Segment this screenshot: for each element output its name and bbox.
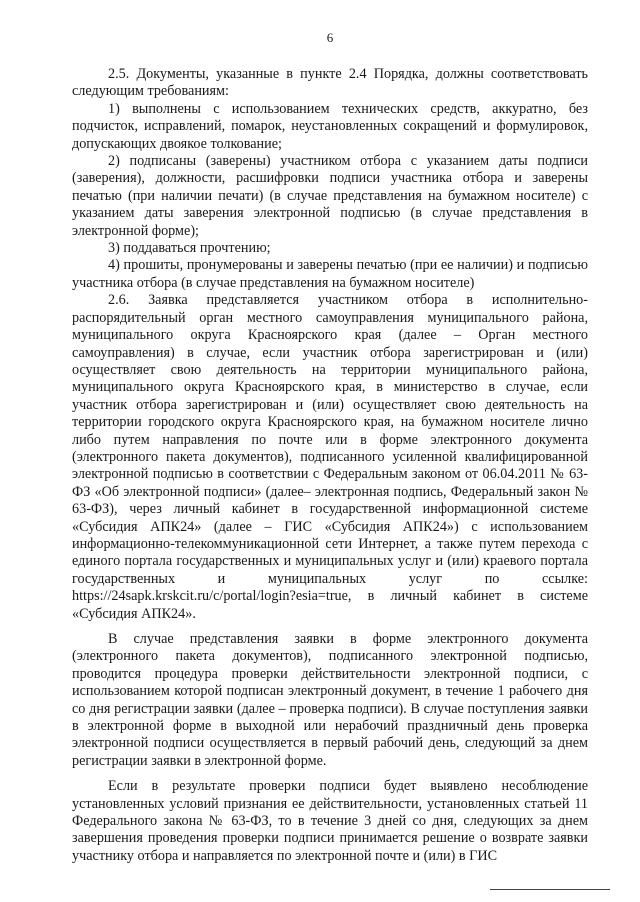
paragraph-signature-check-result: Если в результате проверки подписи будет выявлено несоблюдение установленных условий признания ее действительности, установленных статьей 11 Федерального закона № 63-ФЗ, то в течение 3 дней со дня, следующих за днем завершения проведения проверки подписи принимается решение о возврате заявки участнику отбора и направляется по электронной почте и (или) в ГИС (72, 778, 588, 864)
paragraph-requirement-1: 1) выполнены с использованием технических средств, аккуратно, без подчисток, исправлений, помарок, неустановленных сокращений и формулировок, допускающих двоякое толкование; (72, 100, 588, 152)
paragraph-2-6: 2.6. Заявка представляется участником отбора в исполнительно-распорядительный орган местного самоуправления муниципального района, муниципального округа Красноярского края (далее – Орган местного самоуправления) в случае, если участник отбора зарегистрирован и (или) осуществляет свою деятельность на территории муниципального района, муниципального округа Красноярского края, в министерство в случае, если участник отбора зарегистрирован и (или) осуществляет свою деятельность на территории городского округа Красноярского края, на бумажном носителе лично либо путем направления по почте или в форме электронного документа (электронного пакета документов), подписанного усиленной квалифицированной электронной подписью в соответствии с Федеральным законом от 06.04.2011 № 63-ФЗ «Об электронной подписи» (далее– электронная подпись, Федеральный закон № 63-ФЗ), через личный кабинет в государственной информационной системе «Субсидия АПК24» (далее – ГИС «Субсидия АПК24») с использованием информационно-телекоммуникационной сети Интернет, а также путем перехода с единого портала государственных и муниципальных услуг и (или) краевого портала государственных и муниципальных услуг по ссылке: https://24sapk.krskcit.ru/c/portal/login?esia=true, в личный кабинет в системе «Субсидия АПК24». (72, 292, 588, 622)
footer-rule (490, 889, 610, 890)
page-number: 6 (326, 30, 334, 45)
paragraph-electronic-submission: В случае представления заявки в форме электронного документа (электронного пакета документов), подписанного электронной подписью, проводится процедура проверки действительности электронной подписи, с использованием которой подписан электронный документ, в течение 1 рабочего дня со дня регистрации заявки (далее – проверка подписи). В случае поступления заявки в электронной форме в выходной или нерабочий праздничный день проверка электронной подписи осуществляется в первый рабочий день, следующий за днем регистрации заявки в электронной форме. (72, 631, 588, 769)
paragraph-requirement-2: 2) подписаны (заверены) участником отбора с указанием даты подписи (заверения), должности, расшифровки подписи участника отбора и заверены печатью (при наличии печати) (в случае представления на бумажном носителе) с указанием даты заверения электронной подписью (в случае представления в электронной форме); (72, 153, 588, 239)
paragraph-requirement-3: 3) поддаваться прочтению; (108, 240, 271, 257)
paragraph-requirement-4: 4) прошиты, пронумерованы и заверены печатью (при ее наличии) и подписью участника отбора (в случае представления на бумажном носителе) (72, 257, 588, 291)
paragraph-2-5-intro: 2.5. Документы, указанные в пункте 2.4 Порядка, должны соответствовать следующим требованиям: (72, 66, 588, 100)
